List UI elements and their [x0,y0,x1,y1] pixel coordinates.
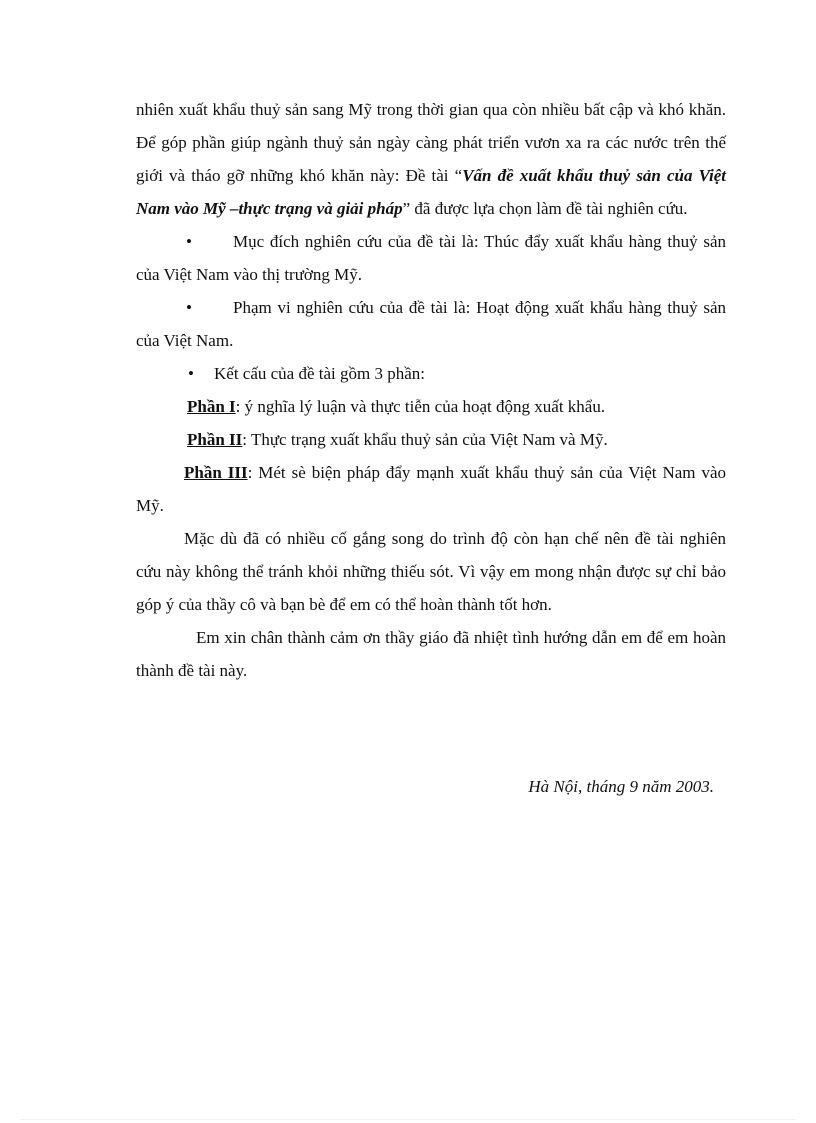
part-2-line [136,423,726,456]
part-3-text: : Mét sè biện pháp đẩy mạnh xuất khẩu thuỷ sản của Việt Nam vào Mỹ. [136,463,727,515]
part-1-text: : ý nghĩa lý luận và thực tiễn của hoạt động xuất khẩu. [235,397,606,416]
bullet-structure-text: Kết cấu của đề tài gồm 3 phần: [214,364,426,383]
part-1-line [136,390,726,423]
apology-paragraph: Mặc dù đã có nhiều cố gắng song do trình độ còn hạn chế nên đề tài nghiên cứu này không thể tránh khỏi những thiếu sót. Vì vậy em mong nhận được sự chỉ bảo góp ý của thầy cô và bạn bè để em có thể hoàn thành tốt hơn. [136,529,726,614]
body-text [136,93,726,687]
bullet-scope-text: Phạm vi nghiên cứu của đề tài là: Hoạt động xuất khẩu hàng thuỷ sản của Việt Nam. [136,298,726,350]
intro-paragraph [136,93,726,225]
bullet-icon: • [186,232,192,251]
bullet-scope [136,291,726,357]
bullet-purpose-text: Mục đích nghiên cứu của đề tài là: Thúc đẩy xuất khẩu hàng thuỷ sản của Việt Nam vào thị trường Mỹ. [136,232,726,284]
bullet-structure [136,357,726,390]
thanks-paragraph: Em xin chân thành cảm ơn thầy giáo đã nhiệt tình hướng dẫn em để em hoàn thành đề tài này. [136,628,726,680]
part-3-label: Phần III [184,463,248,482]
intro-text-before: nhiên xuất khẩu thuỷ sản sang Mỹ trong thời gian qua còn nhiều bất cập và khó khăn. Để góp phần giúp ngành thuỷ sản ngày càng phát triển vươn xa ra các nước trên thế giới và tháo gỡ những khó khăn này: Đề tài “ [136,100,726,185]
part-2-label: Phần II [187,430,243,449]
bullet-icon: • [188,364,194,383]
intro-text-after: ” đã được lựa chọn làm đề tài nghiên cứu. [402,199,688,218]
part-2-text: : Thực trạng xuất khẩu thuỷ sản của Việt Nam và Mỹ. [242,430,608,449]
bullet-purpose [136,225,726,291]
signature-date: Hà Nội, tháng 9 năm 2003. [528,777,714,796]
page-bottom-divider [20,1119,796,1120]
thesis-title: Vấn đề xuất khẩu thuỷ sản của Việt Nam vào Mỹ –thực trạng và giải pháp [136,166,726,218]
bullet-icon: • [186,298,192,317]
part-3-line [136,456,726,522]
part-1-label: Phần I [187,397,236,416]
